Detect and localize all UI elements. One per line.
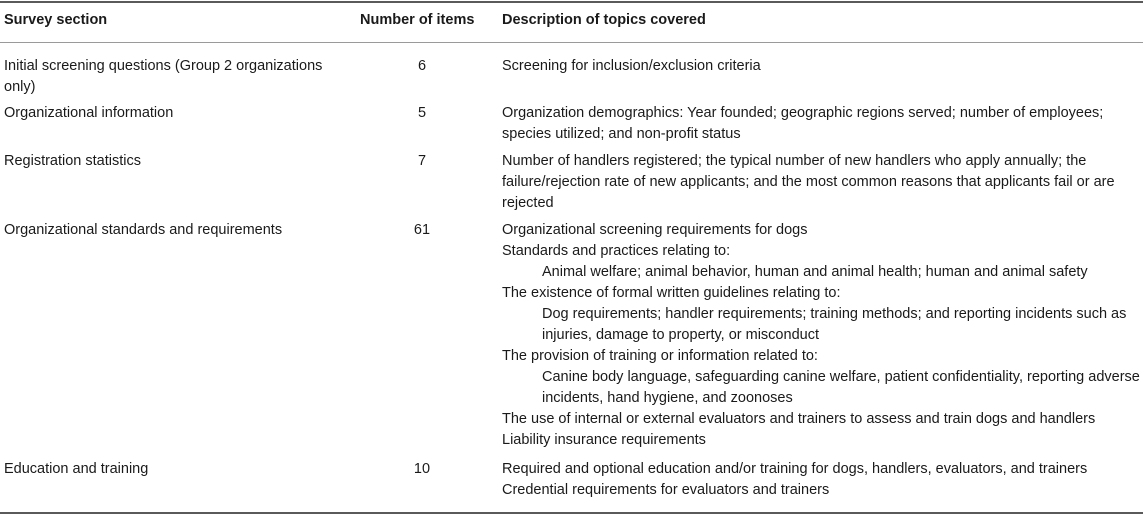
description-line: Credential requirements for evaluators and trainers: [502, 482, 830, 498]
item-count-cell: 6: [417, 58, 427, 74]
item-count-cell: 7: [417, 153, 427, 169]
description-line: Required and optional education and/or training for dogs, handlers, evaluators, and trainers: [502, 461, 1088, 477]
description-line: Liability insurance requirements: [502, 432, 706, 448]
description-line: The provision of training or information related to:: [502, 348, 818, 364]
description-line: Standards and practices relating to:: [502, 243, 731, 259]
top-rule: [0, 1, 1143, 3]
description-subline: Canine body language, safeguarding canine welfare, patient confidentiality, reporting adverse incidents, hand hygiene, and zoonoses: [542, 369, 1140, 406]
description-cell: [502, 220, 1143, 451]
description-cell: [502, 459, 1143, 501]
section-cell: Organizational information: [4, 105, 174, 121]
description-line: The use of internal or external evaluators and trainers to assess and train dogs and handlers: [502, 411, 1096, 427]
description-line: Number of handlers registered; the typical number of new handlers who apply annually; the failure/rejection rate of new applicants; and the most common reasons that applicants fail or are rejected: [502, 153, 1115, 211]
section-cell: Organizational standards and requirements: [4, 222, 283, 238]
header-rule: [0, 42, 1143, 43]
bottom-rule: [0, 512, 1143, 514]
description-line: Screening for inclusion/exclusion criteria: [502, 58, 761, 74]
header-description: Description of topics covered: [502, 12, 706, 28]
item-count-cell: 5: [417, 105, 427, 121]
header-survey-section: Survey section: [4, 12, 108, 28]
description-line: Organizational screening requirements for dogs: [502, 222, 808, 238]
header-number-of-items: Number of items: [360, 12, 475, 28]
description-cell: [502, 56, 1143, 77]
description-line: The existence of formal written guidelines relating to:: [502, 285, 841, 301]
description-subline: Dog requirements; handler requirements; training methods; and reporting incidents such as injuries, damage to property, or misconduct: [542, 306, 1127, 343]
description-cell: [502, 103, 1143, 145]
description-line: Organization demographics: Year founded; geographic regions served; number of employees; species utilized; and non-profit status: [502, 105, 1104, 142]
section-cell: Education and training: [4, 461, 149, 477]
item-count-cell: 61: [413, 222, 431, 238]
section-cell: Initial screening questions (Group 2 organizations only): [4, 58, 323, 95]
description-cell: [502, 151, 1143, 214]
item-count-cell: 10: [413, 461, 431, 477]
description-subline: Animal welfare; animal behavior, human and animal health; human and animal safety: [542, 264, 1088, 280]
section-cell: Registration statistics: [4, 153, 141, 169]
